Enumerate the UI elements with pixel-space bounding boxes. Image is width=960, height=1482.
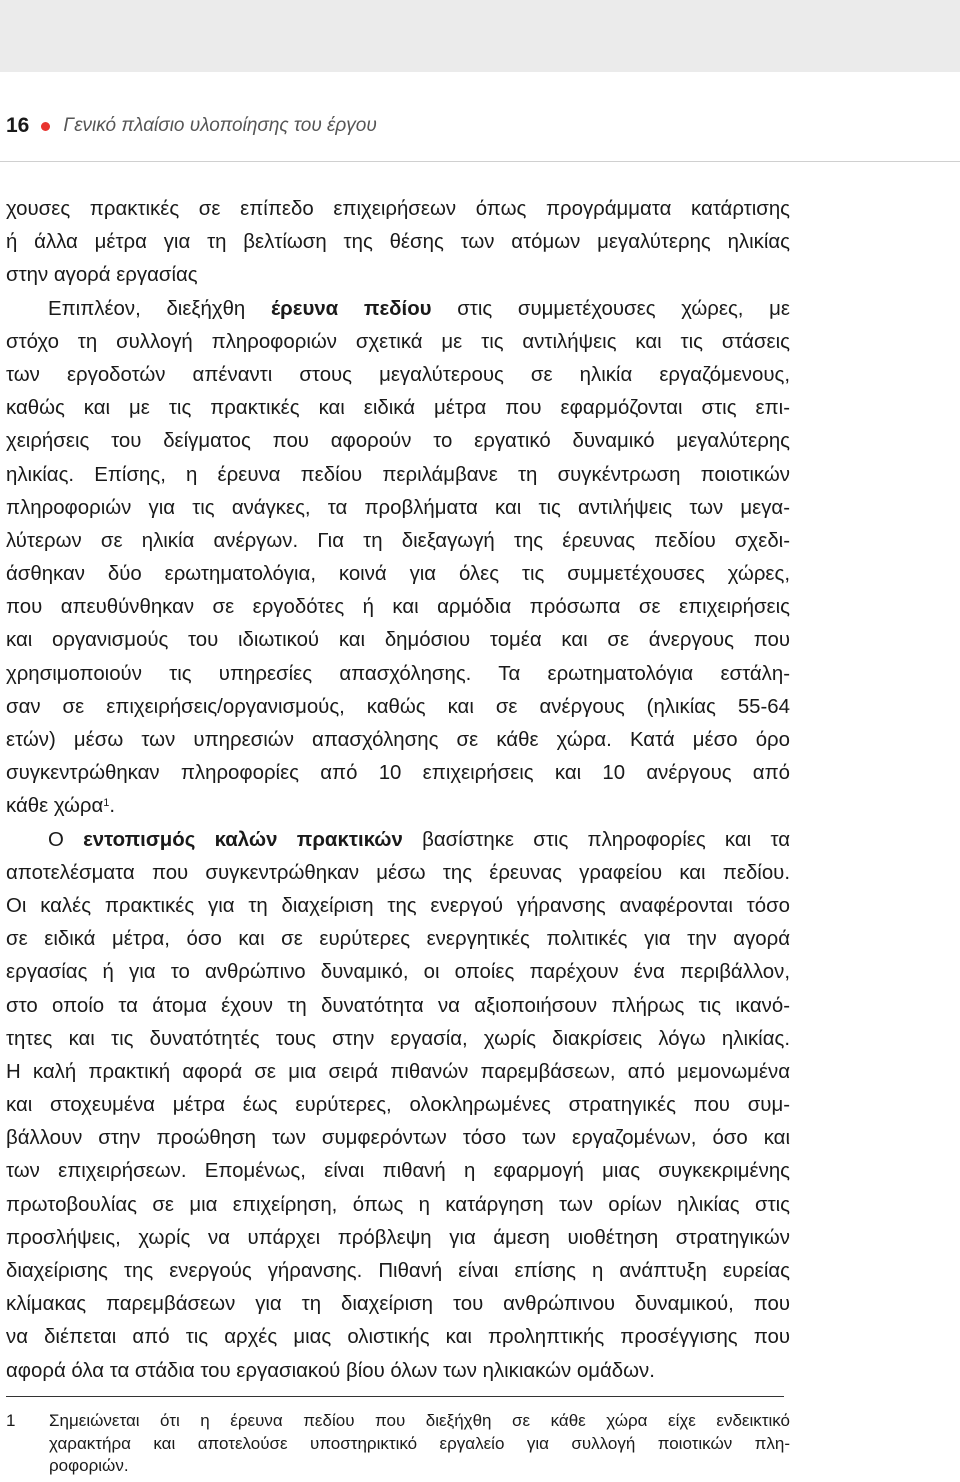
text-run: βασίστηκε στις πληροφορίες και τα <box>402 828 790 851</box>
body-line: κλίμακας παρεμβάσεων για τη διαχείριση του ανθρώπινου δυναμικού, που <box>6 1293 790 1316</box>
body-line: και οργανισμούς του ιδιωτικού και δημόσιου τομέα και σε άνεργους που <box>6 629 790 652</box>
text-run: Επιπλέον, διεξήχθη <box>48 297 271 320</box>
footnote-reference: 1 <box>103 797 110 810</box>
text-run: κάθε χώρα <box>6 795 104 818</box>
body-line: εργασίας ή για το ανθρώπινο δυναμικό, οι οποίες παρέχουν ένα περιβάλλον, <box>6 961 790 984</box>
body-text <box>6 193 790 1388</box>
footnote-line: ροφοριών. <box>49 1456 129 1475</box>
body-line: των επιχειρήσεων. Επομένως, είναι πιθανή η εφαρμογή μιας συγκεκριμένης <box>6 1160 790 1183</box>
body-line: αφορά όλα τα στάδια του εργασιακού βίου όλων των ηλικιακών ομάδων. <box>6 1359 655 1382</box>
body-line: πρωτοβουλίας σε μια επιχείρηση, όπως η κατάργηση των ορίων ηλικίας στις <box>6 1193 790 1216</box>
body-line: Η καλή πρακτική αφορά σε μια σειρά πιθανών παρεμβάσεων, από μεμονωμένα <box>6 1060 790 1083</box>
body-line: καθώς και με τις πρακτικές και ειδικά μέτρα που εφαρμόζονται στις επι- <box>6 397 790 420</box>
body-line <box>6 293 790 326</box>
bullet-dot-icon <box>41 122 50 131</box>
text-run: Ο <box>48 828 84 851</box>
body-line: πληροφοριών για τις ανάγκες, τα προβλήματα και τις αντιλήψεις των μεγα- <box>6 496 790 519</box>
footnote-number: 1 <box>6 1411 16 1430</box>
body-line: λύτερων σε ηλικία ανέργων. Για τη διεξαγωγή της έρευνας πεδίου σχεδι- <box>6 529 790 552</box>
footnote-rule <box>6 1396 784 1397</box>
body-line: αποτελέσματα που συγκεντρώθηκαν μέσω της έρευνας γραφείου και πεδίου. <box>6 861 790 884</box>
running-header-title: Γενικό πλαίσιο υλοποίησης του έργου <box>63 115 377 136</box>
running-header <box>0 108 377 144</box>
footnote-line: Σημειώνεται ότι η έρευνα πεδίου που διεξήχθη σε κάθε χώρα είχε ενδεικτικό <box>49 1411 790 1430</box>
body-line: ετών) μέσω των υπηρεσιών απασχόλησης σε κάθε χώρα. Κατά μέσο όρο <box>6 729 790 751</box>
body-line: βάλλουν στην προώθηση των συμφερόντων τόσο των εργαζομένων, όσο και <box>6 1127 790 1150</box>
body-line: να διέπεται από τις αρχές μιας ολιστικής και προληπτικής προσέγγισης που <box>6 1326 790 1349</box>
body-line: και στοχευμένα μέτρα έως ευρύτερες, ολοκληρωμένες στρατηγικές που συμ- <box>6 1094 790 1117</box>
top-margin-band <box>0 0 960 72</box>
body-line: στο οποίο τα άτομα έχουν τη δυνατότητα να αξιοποιήσουν πλήρως τις ικανό- <box>6 994 790 1017</box>
body-line: στην αγορά εργασίας <box>6 264 198 287</box>
body-line: συγκεντρώθηκαν πληροφορίες από 10 επιχειρήσεις και 10 ανέργους από <box>6 762 790 785</box>
body-line: τητες και τις δυνατότητές τους στην εργασία, χωρίς διακρίσεις λόγω ηλικίας. <box>6 1027 790 1050</box>
body-line: άσθηκαν δύο ερωτηματολόγια, κοινά για όλες τις συμμετέχουσες χώρες, <box>6 563 790 586</box>
body-line: που απευθύνθηκαν σε εργοδότες ή και αρμόδια πρόσωπα σε επιχειρήσεις <box>6 596 790 619</box>
body-line: χρησιμοποιούν τις υπηρεσίες απασχόλησης. Τα ερωτηματολόγια εστάλη- <box>6 662 790 685</box>
body-line: χειρήσεις του δείγματος που αφορούν το εργατικό δυναμικό μεγαλύτερης <box>6 430 790 453</box>
body-line: σαν σε επιχειρήσεις/οργανισμούς, καθώς και σε ανέργους (ηλικίας 55-64 <box>6 695 790 718</box>
body-line: των εργοδοτών απέναντι στους μεγαλύτερους σε ηλικία εργαζόμενους, <box>6 363 790 386</box>
body-line: ηλικίας. Επίσης, η έρευνα πεδίου περιλάμβανε τη συγκέντρωση ποιοτικών <box>6 463 790 486</box>
text-run: στις συμμετέχουσες χώρες, με <box>431 297 790 320</box>
body-line: στόχο τη συλλογή πληροφοριών σχετικά με τις αντιλήψεις και τις στάσεις <box>6 330 790 353</box>
footnote-line: χαρακτήρα και αποτελούσε υποστηρικτικό εργαλείο για συλλογή ποιοτικών πλη- <box>49 1433 790 1453</box>
body-line <box>6 790 790 823</box>
body-line: διαχείρισης της ενεργούς γήρανσης. Πιθανή είναι επίσης η ανάπτυξη ευρείας <box>6 1260 790 1282</box>
body-line: προσλήψεις, χωρίς να υπάρχει πρόβλεψη για άμεση υιοθέτηση στρατηγικών <box>6 1226 790 1249</box>
body-line: Οι καλές πρακτικές για τη διαχείριση της ενεργού γήρανσης αναφέρονται τόσο <box>6 894 790 917</box>
body-line: σε ειδικά μέτρα, όσο και σε ευρύτερες ενεργητικές πολιτικές για την αγορά <box>6 928 790 951</box>
bold-term: έρευνα πεδίου <box>270 297 432 320</box>
body-line: χουσες πρακτικές σε επίπεδο επιχειρήσεων όπως προγράμματα κατάρτισης <box>6 198 790 220</box>
footnote <box>6 1410 790 1478</box>
body-line <box>6 824 790 857</box>
page-number: 16 <box>6 114 30 137</box>
body-line: ή άλλα μέτρα για τη βελτίωση της θέσης των ατόμων μεγαλύτερης ηλικίας <box>6 231 790 254</box>
header-divider <box>0 161 960 162</box>
bold-term: εντοπισμός καλών πρακτικών <box>83 828 403 851</box>
text-run: . <box>109 795 116 818</box>
